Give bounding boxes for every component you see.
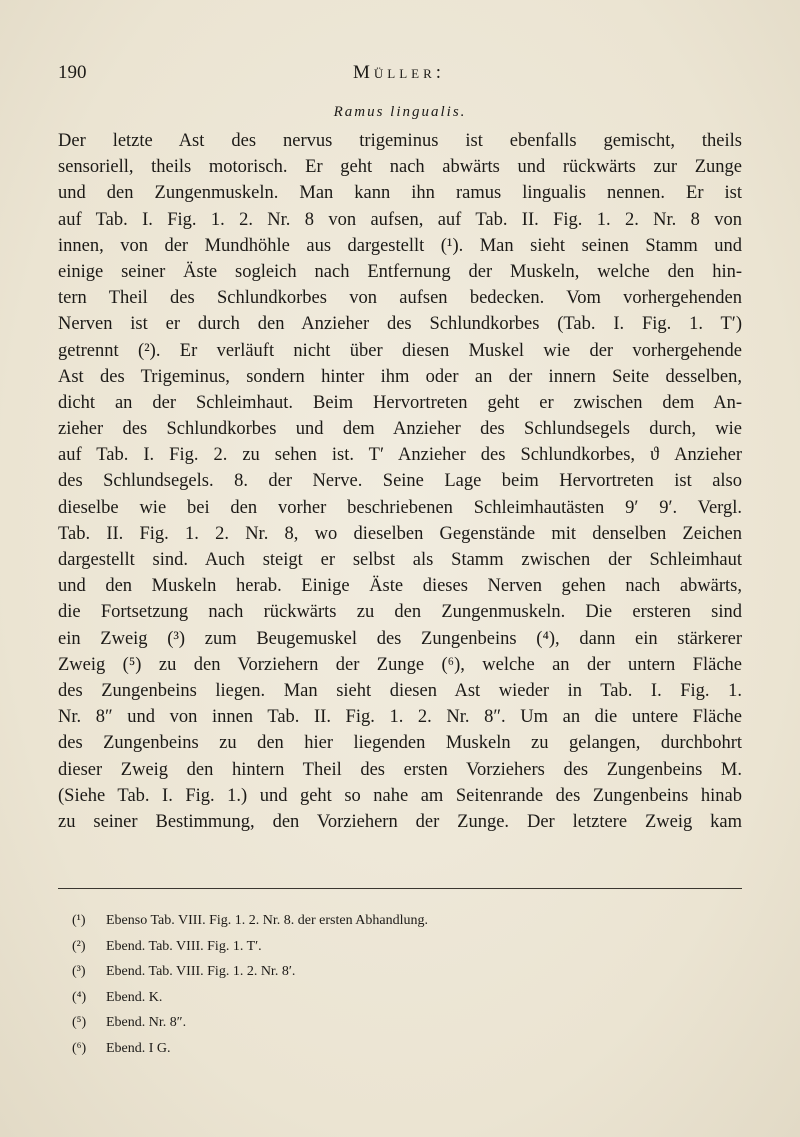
footnote-text: Ebend. Tab. VIII. Fig. 1. 2. Nr. 8′. bbox=[106, 964, 296, 979]
text-line: tern Theil des Schlundkorbes von aufsen bedecken. Vom vorhergehenden bbox=[58, 288, 742, 309]
footnote bbox=[72, 908, 712, 934]
body-text bbox=[58, 128, 742, 835]
text-line: des Zungenbeins zu den hier liegenden Muskeln zu gelangen, durchbohrt bbox=[58, 733, 742, 754]
footnote-text: Ebend. Nr. 8″. bbox=[106, 1015, 187, 1030]
footnote bbox=[72, 1010, 712, 1036]
text-line: und den Zungenmuskeln. Man kann ihn ramus lingualis nennen. Er ist bbox=[58, 183, 742, 204]
text-line: zieher des Schlundkorbes und dem Anzieher des Schlundsegels durch, wie bbox=[58, 419, 742, 440]
footnote-rule bbox=[58, 888, 742, 889]
text-line: Nr. 8″ und von innen Tab. II. Fig. 1. 2. Nr. 8″. Um an die untere Fläche bbox=[58, 707, 742, 728]
text-line: Ast des Trigeminus, sondern hinter ihm oder an der innern Seite desselben, bbox=[58, 366, 742, 387]
footnote-mark: (³) bbox=[72, 964, 86, 979]
running-title: Müller: bbox=[352, 62, 446, 83]
footnote bbox=[72, 985, 712, 1011]
text-line: Nerven ist er durch den Anzieher des Schlundkorbes (Tab. I. Fig. 1. T′) bbox=[58, 314, 742, 335]
text-line: innen, von der Mundhöhle aus dargestellt (¹). Man sieht seinen Stamm und bbox=[58, 235, 742, 256]
text-line: Zweig (⁵) zu den Vorziehern der Zunge (⁶), welche an der untern Fläche bbox=[58, 654, 742, 675]
text-line: zu seiner Bestimmung, den Vorziehern der Zunge. Der letztere Zweig kam bbox=[58, 811, 742, 832]
footnote bbox=[72, 959, 712, 985]
text-line: ein Zweig (³) zum Beugemuskel des Zungenbeins (⁴), dann ein stärkerer bbox=[58, 628, 742, 649]
text-line: Tab. II. Fig. 1. 2. Nr. 8, wo dieselben Gegenstände mit denselben Zeichen bbox=[58, 523, 742, 544]
text-line: sensoriell, theils motorisch. Er geht nach abwärts und rückwärts zur Zunge bbox=[58, 157, 742, 178]
footnote-text: Ebend. K. bbox=[106, 989, 163, 1005]
text-line: dargestellt sind. Auch steigt er selbst als Stamm zwischen der Schleimhaut bbox=[58, 550, 742, 570]
text-line: die Fortsetzung nach rückwärts zu den Zungenmuskeln. Die ersteren sind bbox=[58, 602, 742, 623]
footnote-mark: (⁴) bbox=[72, 989, 87, 1005]
footnote-text: Ebend. I G. bbox=[106, 1040, 171, 1056]
footnote-mark: (⁵) bbox=[72, 1015, 87, 1030]
text-line: auf Tab. I. Fig. 2. zu sehen ist. T′ Anzieher des Schlundkorbes, ϑ Anzieher bbox=[58, 445, 742, 466]
footnote bbox=[72, 1036, 712, 1062]
text-line: Der letzte Ast des nervus trigeminus ist ebenfalls gemischt, theils bbox=[58, 131, 742, 151]
text-line: des Zungenbeins liegen. Man sieht diesen Ast wieder in Tab. I. Fig. 1. bbox=[58, 680, 742, 701]
footnote-mark: (⁶) bbox=[72, 1040, 87, 1056]
text-line: auf Tab. I. Fig. 1. 2. Nr. 8 von aufsen, auf Tab. II. Fig. 1. 2. Nr. 8 von bbox=[58, 209, 742, 230]
footnote-mark: (²) bbox=[72, 938, 86, 954]
page-number: 190 bbox=[58, 62, 87, 83]
footnotes bbox=[72, 908, 712, 1061]
text-line: dicht an der Schleimhaut. Beim Hervortreten geht er zwischen dem An- bbox=[58, 392, 742, 413]
text-line: und den Muskeln herab. Einige Äste dieses Nerven gehen nach abwärts, bbox=[58, 576, 742, 597]
footnote-text: Ebend. Tab. VIII. Fig. 1. T′. bbox=[106, 938, 262, 954]
footnote-mark: (¹) bbox=[72, 913, 86, 928]
text-line: dieser Zweig den hintern Theil des ersten Vorziehers des Zungenbeins M. bbox=[58, 759, 742, 780]
text-line: (Siehe Tab. I. Fig. 1.) und geht so nahe am Seitenrande des Zungenbeins hinab bbox=[58, 785, 742, 806]
footnote-text: Ebenso Tab. VIII. Fig. 1. 2. Nr. 8. der ersten Abhandlung. bbox=[106, 913, 429, 928]
text-line: einige seiner Äste sogleich nach Entfernung der Muskeln, welche den hin- bbox=[58, 261, 742, 282]
text-line: dieselbe wie bei den vorher beschriebenen Schleimhautästen 9′ 9′. Vergl. bbox=[58, 497, 742, 518]
text-line: des Schlundsegels. 8. der Nerve. Seine Lage beim Hervortreten ist also bbox=[58, 471, 742, 492]
text-line: getrennt (²). Er verläuft nicht über diesen Muskel wie der vorhergehende bbox=[58, 340, 742, 361]
section-heading: Ramus lingualis. bbox=[333, 104, 467, 120]
footnote bbox=[72, 934, 712, 960]
running-head bbox=[58, 62, 740, 86]
